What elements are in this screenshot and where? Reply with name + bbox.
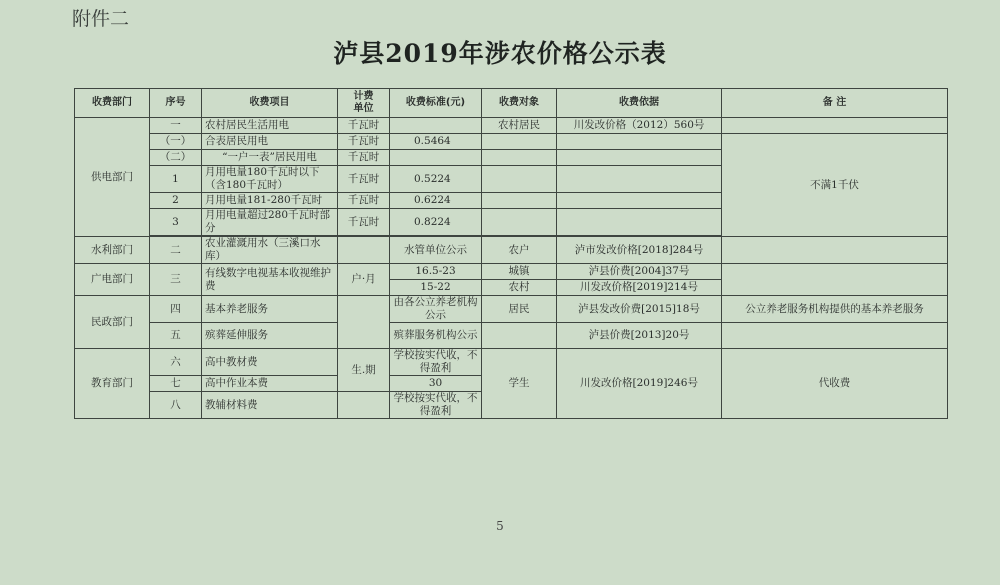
cell-item: 合表居民用电 bbox=[202, 134, 338, 150]
cell-standard: 0.5464 bbox=[390, 134, 482, 150]
price-table bbox=[74, 88, 948, 419]
edu-unit: 生.期 bbox=[338, 349, 390, 392]
edu-remark: 代收费 bbox=[722, 349, 948, 419]
cell-target bbox=[482, 209, 557, 236]
cell-target: 农村居民 bbox=[482, 118, 557, 134]
cell-basis bbox=[557, 150, 722, 166]
cell-basis-a: 泸县价费[2004]37号 bbox=[557, 264, 722, 280]
cell-target bbox=[482, 134, 557, 150]
table-row bbox=[75, 323, 948, 349]
cell-item: 高中教材费 bbox=[202, 349, 338, 376]
dept-tv: 广电部门 bbox=[75, 264, 150, 296]
cell-standard-urban: 16.5-23 bbox=[390, 264, 482, 280]
cell-item: 月用电量超过280千瓦时部分 bbox=[202, 209, 338, 236]
cell-standard: 学校按实代收，不得盈利 bbox=[390, 349, 482, 376]
cell-standard: 30 bbox=[390, 376, 482, 392]
table-row bbox=[75, 118, 948, 134]
cell-basis-b: 川发改价格[2019]214号 bbox=[557, 280, 722, 296]
cell-item: 农业灌溉用水（三溪口水库） bbox=[202, 237, 338, 264]
cell-standard: 0.8224 bbox=[390, 209, 482, 236]
table-header-row bbox=[75, 89, 948, 118]
cell-item: 高中作业本费 bbox=[202, 376, 338, 392]
cell-remark bbox=[722, 264, 948, 296]
header-remark: 备 注 bbox=[722, 89, 948, 118]
cell-item: 有线数字电视基本收视维护费 bbox=[202, 264, 338, 296]
cell-unit: 千瓦时 bbox=[338, 193, 390, 209]
cell-standard: 学校按实代收，不得盈利 bbox=[390, 392, 482, 419]
cell-seq: 三 bbox=[150, 264, 202, 296]
cell-target: 农户 bbox=[482, 237, 557, 264]
table-row bbox=[75, 134, 948, 150]
cell-basis bbox=[557, 209, 722, 236]
cell-target-urban: 城镇 bbox=[482, 264, 557, 280]
page-title: 泸县2019年涉农价格公示表 bbox=[333, 39, 667, 68]
header-dept: 收费部门 bbox=[75, 89, 150, 118]
cell-item: “一户一表”居民用电 bbox=[202, 150, 338, 166]
cell-seq: （二） bbox=[150, 150, 202, 166]
cell-item: 基本养老服务 bbox=[202, 296, 338, 323]
header-target: 收费对象 bbox=[482, 89, 557, 118]
cell-remark: 公立养老服务机构提供的基本养老服务 bbox=[722, 296, 948, 323]
cell-item: 月用电量181-280千瓦时 bbox=[202, 193, 338, 209]
cell-seq: 七 bbox=[150, 376, 202, 392]
cell-basis: 泸市发改价格[2018]284号 bbox=[557, 237, 722, 264]
dept-civil: 民政部门 bbox=[75, 296, 150, 349]
cell-item: 殡葬延伸服务 bbox=[202, 323, 338, 349]
cell-standard: 0.6224 bbox=[390, 193, 482, 209]
table-row bbox=[75, 296, 948, 323]
power-remark: 不满1千伏 bbox=[722, 134, 948, 237]
cell-standard: 殡葬服务机构公示 bbox=[390, 323, 482, 349]
attachment-label: 附件二 bbox=[72, 8, 130, 30]
cell-item: 教辅材料费 bbox=[202, 392, 338, 419]
cell-item: 月用电量180千瓦时以下（含180千瓦时） bbox=[202, 166, 338, 193]
cell-seq: 五 bbox=[150, 323, 202, 349]
cell-unit: 千瓦时 bbox=[338, 166, 390, 193]
cell-seq: 四 bbox=[150, 296, 202, 323]
cell-unit: 户·月 bbox=[338, 264, 390, 296]
cell-standard: 由各公立养老机构公示 bbox=[390, 296, 482, 323]
cell-basis: 泸县价费[2013]20号 bbox=[557, 323, 722, 349]
cell-target bbox=[482, 150, 557, 166]
cell-target-rural: 农村 bbox=[482, 280, 557, 296]
cell-basis bbox=[557, 193, 722, 209]
cell-standard bbox=[390, 150, 482, 166]
cell-remark bbox=[722, 118, 948, 134]
cell-unit bbox=[338, 296, 390, 349]
header-basis: 收费依据 bbox=[557, 89, 722, 118]
cell-item: 农村居民生活用电 bbox=[202, 118, 338, 134]
table-row bbox=[75, 237, 948, 264]
cell-basis bbox=[557, 166, 722, 193]
dept-power: 供电部门 bbox=[75, 118, 150, 237]
cell-seq: 二 bbox=[150, 237, 202, 264]
cell-basis: 泸县发改价费[2015]18号 bbox=[557, 296, 722, 323]
cell-standard bbox=[390, 118, 482, 134]
cell-seq: 2 bbox=[150, 193, 202, 209]
cell-unit bbox=[338, 237, 390, 264]
header-seq: 序号 bbox=[150, 89, 202, 118]
cell-seq: 六 bbox=[150, 349, 202, 376]
cell-target bbox=[482, 193, 557, 209]
cell-unit: 千瓦时 bbox=[338, 150, 390, 166]
cell-target bbox=[482, 166, 557, 193]
cell-seq: 3 bbox=[150, 209, 202, 236]
cell-basis bbox=[557, 134, 722, 150]
cell-standard-rural: 15-22 bbox=[390, 280, 482, 296]
cell-unit: 千瓦时 bbox=[338, 134, 390, 150]
cell-basis: 川发改价格（2012）560号 bbox=[557, 118, 722, 134]
dept-edu: 教育部门 bbox=[75, 349, 150, 419]
cell-standard: 0.5224 bbox=[390, 166, 482, 193]
cell-remark bbox=[722, 323, 948, 349]
cell-seq: （一） bbox=[150, 134, 202, 150]
dept-water: 水利部门 bbox=[75, 237, 150, 264]
table-row bbox=[75, 349, 948, 376]
header-item: 收费项目 bbox=[202, 89, 338, 118]
cell-remark bbox=[722, 237, 948, 264]
edu-basis: 川发改价格[2019]246号 bbox=[557, 349, 722, 419]
page-number: 5 bbox=[496, 519, 504, 533]
table-row bbox=[75, 264, 948, 280]
cell-standard: 水管单位公示 bbox=[390, 237, 482, 264]
cell-seq: 八 bbox=[150, 392, 202, 419]
cell-seq: 一 bbox=[150, 118, 202, 134]
cell-seq: 1 bbox=[150, 166, 202, 193]
edu-target: 学生 bbox=[482, 349, 557, 419]
cell-unit: 千瓦时 bbox=[338, 118, 390, 134]
header-unit: 计费 单位 bbox=[338, 89, 390, 118]
cell-unit: 千瓦时 bbox=[338, 209, 390, 236]
header-standard: 收费标准(元) bbox=[390, 89, 482, 118]
cell-target bbox=[482, 323, 557, 349]
cell-target: 居民 bbox=[482, 296, 557, 323]
cell-unit bbox=[338, 392, 390, 419]
